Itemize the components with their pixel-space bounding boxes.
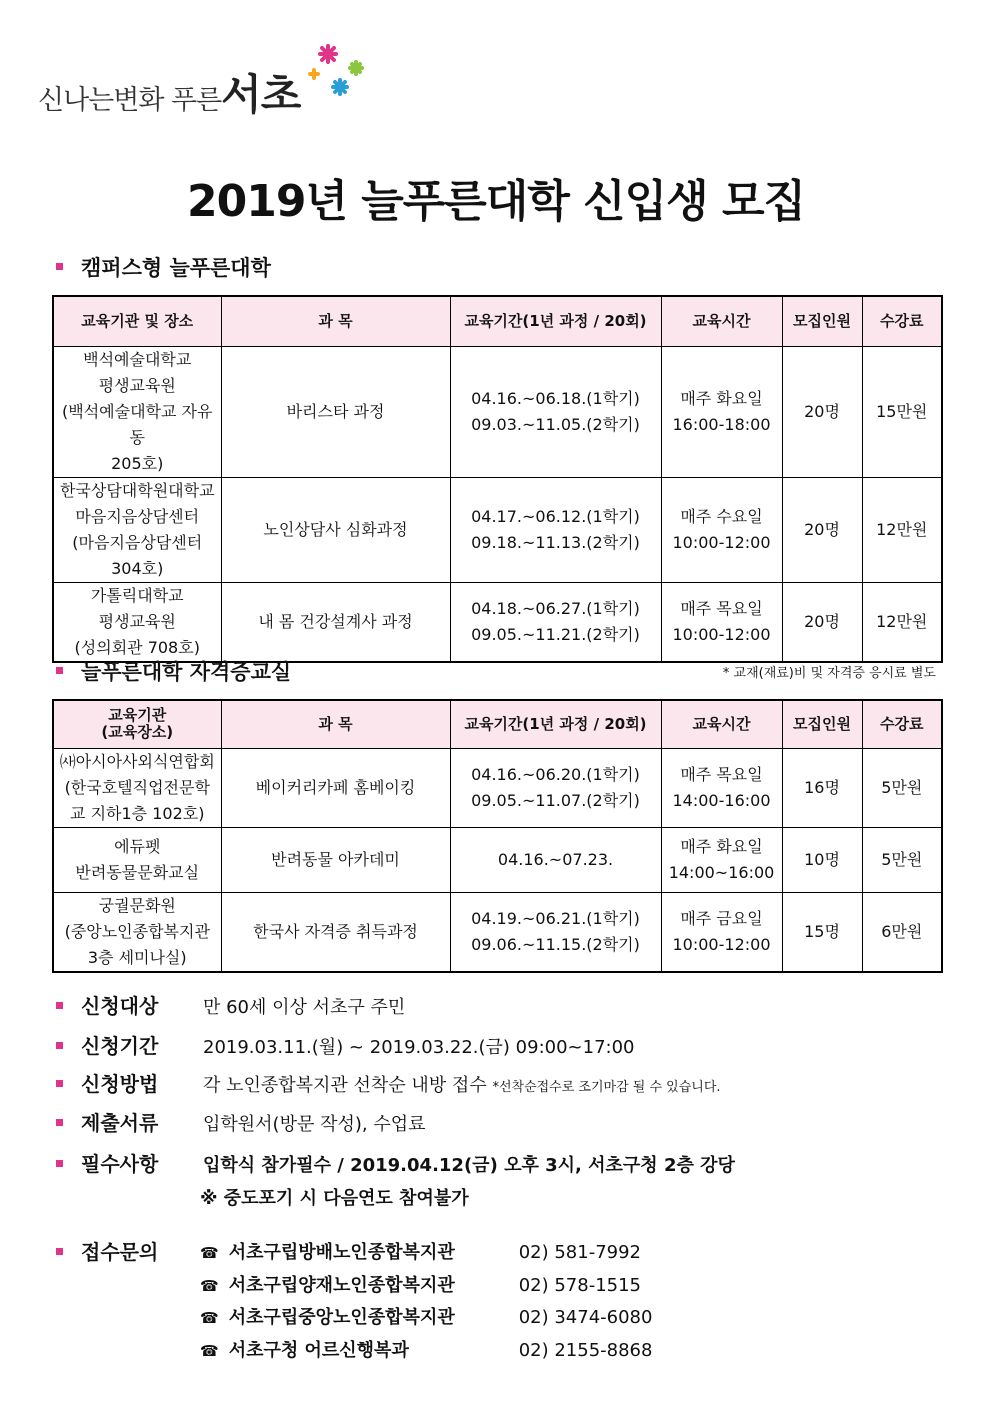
info-label: 제출서류 xyxy=(81,1111,159,1135)
col-header: 수강료 xyxy=(862,700,942,748)
col-header: 교육기간(1년 과정 / 20회) xyxy=(450,700,661,748)
bullet-icon xyxy=(56,1160,63,1167)
time-cell xyxy=(661,346,782,477)
bullet-icon xyxy=(56,1119,63,1126)
info-label: 신청방법 xyxy=(81,1072,159,1096)
org-line: 백석예술대학교 xyxy=(83,349,192,369)
fee-cell: 12만원 xyxy=(862,582,942,662)
contact-tel[interactable]: 02) 578-1515 xyxy=(518,1275,641,1296)
org-line: 한국상담대학원대학교 xyxy=(59,480,215,500)
course-cell: 내 몸 건강설계사 과정 xyxy=(221,582,450,662)
col-header: 모집인원 xyxy=(782,296,862,346)
count-cell: 20명 xyxy=(782,346,862,477)
time-line: 매주 화요일 xyxy=(680,388,763,408)
col-header: 교육기간(1년 과정 / 20회) xyxy=(450,296,661,346)
org-line: (한국호텔직업전문학 xyxy=(64,777,210,797)
time-line: 매주 금요일 xyxy=(680,908,763,928)
org-line: 304호) xyxy=(111,558,164,578)
contact-tel[interactable]: 02) 581-7992 xyxy=(518,1242,641,1263)
org-line: 3층 세미나실) xyxy=(87,947,187,967)
org-cell xyxy=(53,748,221,827)
col-header: 교육기관 및 장소 xyxy=(53,296,221,346)
info-contact xyxy=(56,1236,203,1265)
count-cell: 20명 xyxy=(782,582,862,662)
time-cell xyxy=(661,827,782,892)
org-line: 궁궐문화원 xyxy=(98,895,176,915)
info-value: 각 노인종합복지관 선착순 내방 접수 xyxy=(203,1075,487,1096)
time-line: 매주 수요일 xyxy=(680,506,763,526)
table-row xyxy=(53,582,942,662)
section-heading-text: 늘푸른대학 자격증교실 xyxy=(81,660,292,684)
period-line: 04.16.~06.18.(1학기) xyxy=(471,388,640,408)
logo-big: 서초 xyxy=(221,70,301,119)
contact-org: 서초구립방배노인종합복지관 xyxy=(228,1242,455,1263)
bullet-icon xyxy=(56,1248,63,1255)
org-cell xyxy=(53,827,221,892)
contact-org: 서초구청 어르신행복과 xyxy=(228,1340,409,1361)
org-line: 교 지하1층 102호) xyxy=(70,803,205,823)
fee-cell: 15만원 xyxy=(862,346,942,477)
section-heading-text: 캠퍼스형 늘푸른대학 xyxy=(81,256,271,280)
fee-cell: 12만원 xyxy=(862,477,942,582)
period-line: 04.17.~06.12.(1학기) xyxy=(471,506,640,526)
org-line: ㈔아시아사외식연합회 xyxy=(59,751,215,771)
contact-tel[interactable]: 02) 3474-6080 xyxy=(518,1307,653,1328)
col-header: 과 목 xyxy=(221,700,450,748)
period-cell xyxy=(450,748,661,827)
time-line: 매주 화요일 xyxy=(680,836,763,856)
org-line: 평생교육원 xyxy=(98,611,176,631)
bullet-icon xyxy=(56,263,63,270)
time-line: 16:00-18:00 xyxy=(672,414,771,434)
info-label: 신청대상 xyxy=(81,994,159,1018)
bullet-icon xyxy=(56,1002,63,1009)
contact-tel[interactable]: 02) 2155-8868 xyxy=(518,1340,653,1361)
contact-org: 서초구립중앙노인종합복지관 xyxy=(228,1307,455,1328)
period-line: 09.18.~11.13.(2학기) xyxy=(471,532,640,552)
bullet-icon xyxy=(56,1042,63,1049)
cost-note: * 교재(재료)비 및 자격증 응시료 별도 xyxy=(722,666,936,681)
period-line: 04.19.~06.21.(1학기) xyxy=(471,908,640,928)
info-label: 신청기간 xyxy=(81,1034,159,1058)
contact-row xyxy=(200,1336,652,1362)
table-row xyxy=(53,827,942,892)
period-cell xyxy=(450,827,661,892)
count-cell: 16명 xyxy=(782,748,862,827)
info-required-note: ※ 중도포기 시 다음연도 참여불가 xyxy=(200,1188,469,1209)
col-header xyxy=(53,700,221,748)
time-line: 14:00-16:00 xyxy=(672,790,771,810)
info-method xyxy=(56,1068,721,1097)
fee-cell: 6만원 xyxy=(862,892,942,972)
fee-cell: 5만원 xyxy=(862,827,942,892)
time-line: 매주 목요일 xyxy=(680,764,763,784)
course-cell: 노인상담사 심화과정 xyxy=(221,477,450,582)
table-row xyxy=(53,346,942,477)
info-value: 입학식 참가필수 / 2019.04.12(금) 오후 3시, 서초구청 2층 강당 xyxy=(203,1155,735,1176)
org-line: 가톨릭대학교 xyxy=(90,585,184,605)
org-line: 반려동물문화교실 xyxy=(75,862,200,882)
phone-icon: ☎ xyxy=(200,1309,219,1327)
time-line: 매주 목요일 xyxy=(680,598,763,618)
table-row xyxy=(53,477,942,582)
org-cell xyxy=(53,582,221,662)
count-cell: 15명 xyxy=(782,892,862,972)
table-header-row xyxy=(53,700,942,748)
course-cell: 한국사 자격증 취득과정 xyxy=(221,892,450,972)
info-value: 2019.03.11.(월) ~ 2019.03.22.(금) 09:00~17:00 xyxy=(203,1037,635,1058)
period-cell xyxy=(450,346,661,477)
info-period xyxy=(56,1030,635,1059)
bullet-icon xyxy=(56,1080,63,1087)
contact-row xyxy=(200,1271,641,1297)
info-value: 만 60세 이상 서초구 주민 xyxy=(203,997,406,1018)
org-line: 205호) xyxy=(111,453,164,473)
contact-row xyxy=(200,1303,652,1329)
period-line: 04.18.~06.27.(1학기) xyxy=(471,598,640,618)
col-header: 모집인원 xyxy=(782,700,862,748)
org-line: (성의회관 708호) xyxy=(74,637,200,657)
time-line: 14:00~16:00 xyxy=(668,862,775,882)
info-label: 필수사항 xyxy=(81,1152,159,1176)
time-cell xyxy=(661,477,782,582)
phone-icon: ☎ xyxy=(200,1277,219,1295)
col-header: 수강료 xyxy=(862,296,942,346)
star-logo-icon xyxy=(306,44,376,104)
time-line: 10:00-12:00 xyxy=(672,624,771,644)
contact-row xyxy=(200,1238,641,1264)
logo-text xyxy=(38,62,300,122)
bullet-icon xyxy=(56,667,63,674)
header-line: 교육기관 xyxy=(108,706,167,725)
page-title: 2019년 늘푸른대학 신입생 모집 xyxy=(187,176,805,227)
table-row xyxy=(53,892,942,972)
logo xyxy=(38,44,368,119)
time-line: 10:00-12:00 xyxy=(672,934,771,954)
table-header-row xyxy=(53,296,942,346)
time-cell xyxy=(661,748,782,827)
phone-icon: ☎ xyxy=(200,1244,219,1262)
org-line: (백석예술대학교 자유동 xyxy=(62,401,213,447)
info-required xyxy=(56,1148,735,1177)
table-row xyxy=(53,748,942,827)
count-cell: 20명 xyxy=(782,477,862,582)
logo-small: 신나는변화 푸른 xyxy=(38,85,222,116)
col-header: 교육시간 xyxy=(661,700,782,748)
info-note: *선착순접수로 조기마감 될 수 있습니다. xyxy=(492,1080,721,1095)
section-heading-certificate xyxy=(56,656,291,686)
org-line: (중앙노인종합복지관 xyxy=(64,921,210,941)
count-cell: 10명 xyxy=(782,827,862,892)
certificate-table xyxy=(52,699,943,973)
course-cell: 베이커리카페 홈베이킹 xyxy=(221,748,450,827)
org-line: 마음지음상담센터 xyxy=(75,506,200,526)
phone-icon: ☎ xyxy=(200,1342,219,1360)
info-docs xyxy=(56,1107,425,1136)
period-cell xyxy=(450,892,661,972)
org-cell xyxy=(53,477,221,582)
time-cell xyxy=(661,892,782,972)
info-target xyxy=(56,990,405,1019)
info-label: 접수문의 xyxy=(81,1240,159,1264)
org-line: 에듀펫 xyxy=(114,836,161,856)
col-header: 교육시간 xyxy=(661,296,782,346)
period-line: 09.06.~11.15.(2학기) xyxy=(471,934,640,954)
time-cell xyxy=(661,582,782,662)
period-line: 09.05.~11.21.(2학기) xyxy=(471,624,640,644)
period-cell xyxy=(450,477,661,582)
org-line: 평생교육원 xyxy=(98,375,176,395)
fee-cell: 5만원 xyxy=(862,748,942,827)
contact-org: 서초구립양재노인종합복지관 xyxy=(228,1275,455,1296)
org-cell xyxy=(53,346,221,477)
period-cell xyxy=(450,582,661,662)
section-heading-campus xyxy=(56,252,271,282)
campus-table xyxy=(52,295,943,663)
header-line: (교육장소) xyxy=(101,723,174,742)
period-line: 09.05.~11.07.(2학기) xyxy=(471,790,640,810)
time-line: 10:00-12:00 xyxy=(672,532,771,552)
org-cell xyxy=(53,892,221,972)
org-line: (마음지음상담센터 xyxy=(72,532,203,552)
info-value: 입학원서(방문 작성), 수업료 xyxy=(203,1114,426,1135)
course-cell: 반려동물 아카데미 xyxy=(221,827,450,892)
period-line: 04.16.~07.23. xyxy=(497,849,614,869)
col-header: 과 목 xyxy=(221,296,450,346)
period-line: 09.03.~11.05.(2학기) xyxy=(471,414,640,434)
period-line: 04.16.~06.20.(1학기) xyxy=(471,764,640,784)
course-cell: 바리스타 과정 xyxy=(221,346,450,477)
